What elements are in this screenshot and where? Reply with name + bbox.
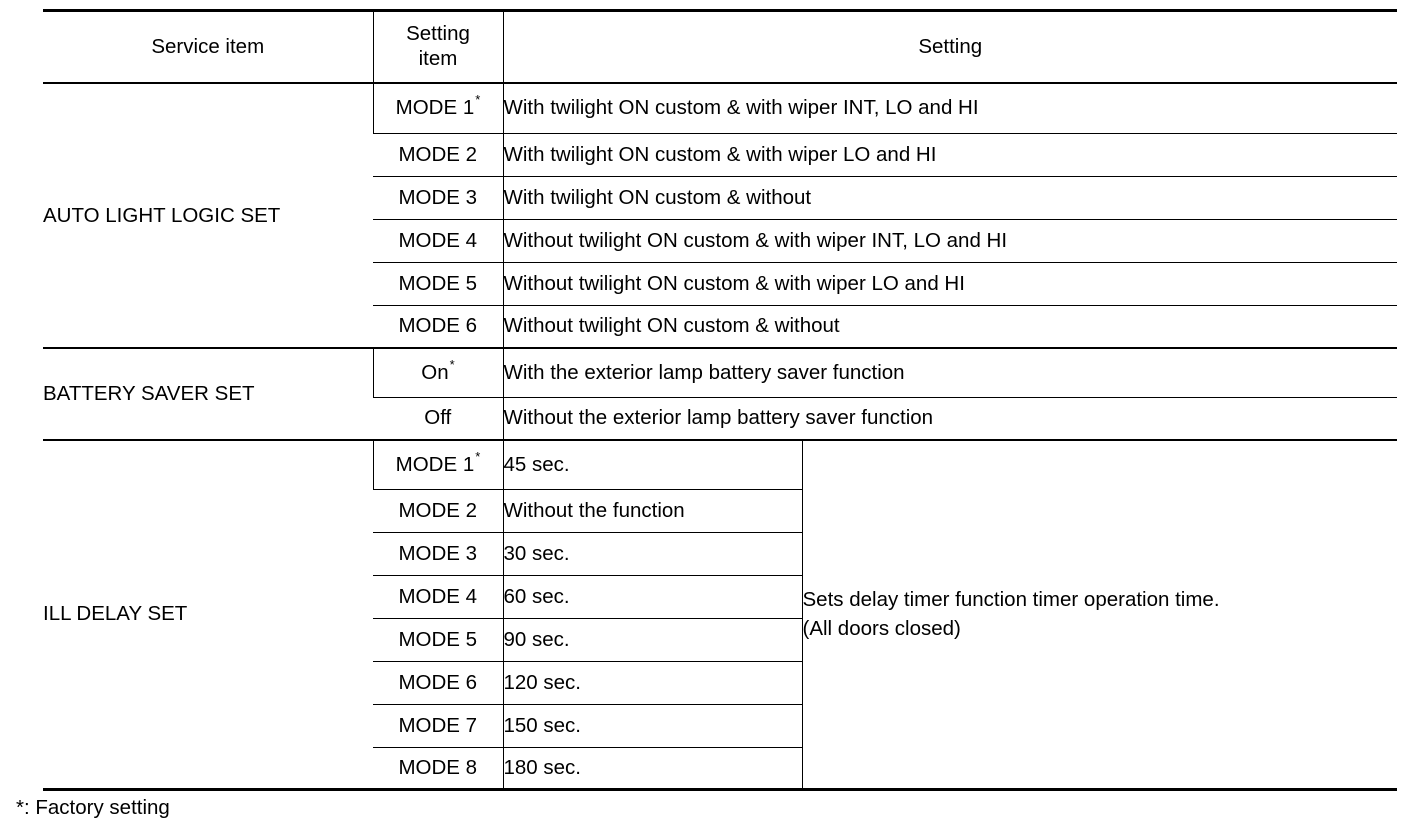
setting-item-cell: MODE 7 xyxy=(373,704,503,747)
setting-header: Setting xyxy=(503,11,1397,84)
setting-item-cell: MODE 3 xyxy=(373,176,503,219)
table-row xyxy=(43,83,1397,133)
setting-item-cell: MODE 1* xyxy=(373,440,503,489)
setting-description: With twilight ON custom & without xyxy=(503,176,1397,219)
setting-description: Without the exterior lamp battery saver function xyxy=(503,397,1397,440)
setting-description: 120 sec. xyxy=(503,661,802,704)
setting-item-cell: On* xyxy=(373,348,503,397)
setting-item-cell: MODE 6 xyxy=(373,305,503,348)
setting-description: Without twilight ON custom & with wiper LO and HI xyxy=(503,262,1397,305)
setting-item-cell: MODE 4 xyxy=(373,575,503,618)
footnote-star: * xyxy=(16,796,24,819)
setting-description: With twilight ON custom & with wiper INT, LO and HI xyxy=(503,83,1397,133)
setting-description: Without the function xyxy=(503,489,802,532)
service-item-name: AUTO LIGHT LOGIC SET xyxy=(43,83,373,348)
factory-setting-mark: * xyxy=(449,356,455,372)
auto-light-logic-group xyxy=(43,83,1397,348)
footnote-text: : Factory setting xyxy=(23,796,170,819)
setting-item-header: Setting item xyxy=(373,11,503,84)
setting-item-cell: MODE 2 xyxy=(373,133,503,176)
table-row xyxy=(43,440,1397,489)
setting-item-cell: MODE 5 xyxy=(373,262,503,305)
setting-description: Without twilight ON custom & with wiper INT, LO and HI xyxy=(503,219,1397,262)
setting-description: With the exterior lamp battery saver function xyxy=(503,348,1397,397)
setting-description: With twilight ON custom & with wiper LO and HI xyxy=(503,133,1397,176)
battery-saver-group xyxy=(43,348,1397,440)
setting-description: 150 sec. xyxy=(503,704,802,747)
setting-item-cell: MODE 6 xyxy=(373,661,503,704)
service-item-name: BATTERY SAVER SET xyxy=(43,348,373,440)
service-item-header: Service item xyxy=(43,11,373,84)
setting-description: 30 sec. xyxy=(503,532,802,575)
setting-item-cell: MODE 5 xyxy=(373,618,503,661)
setting-description: 60 sec. xyxy=(503,575,802,618)
setting-item-cell: MODE 4 xyxy=(373,219,503,262)
ill-delay-note: Sets delay timer function timer operation time. (All doors closed) xyxy=(802,440,1397,789)
setting-description: 90 sec. xyxy=(503,618,802,661)
factory-setting-mark: * xyxy=(475,92,481,108)
service-settings-table xyxy=(43,9,1397,791)
ill-delay-group xyxy=(43,440,1397,789)
setting-description: 180 sec. xyxy=(503,747,802,789)
setting-item-cell: MODE 1* xyxy=(373,83,503,133)
service-item-name: ILL DELAY SET xyxy=(43,440,373,789)
table-row xyxy=(43,348,1397,397)
setting-item-cell: Off xyxy=(373,397,503,440)
factory-setting-footnote xyxy=(16,796,170,820)
header-row xyxy=(43,11,1397,84)
setting-item-cell: MODE 2 xyxy=(373,489,503,532)
setting-item-cell: MODE 3 xyxy=(373,532,503,575)
setting-item-cell: MODE 8 xyxy=(373,747,503,789)
setting-description: 45 sec. xyxy=(503,440,802,489)
factory-setting-mark: * xyxy=(475,448,481,464)
setting-description: Without twilight ON custom & without xyxy=(503,305,1397,348)
